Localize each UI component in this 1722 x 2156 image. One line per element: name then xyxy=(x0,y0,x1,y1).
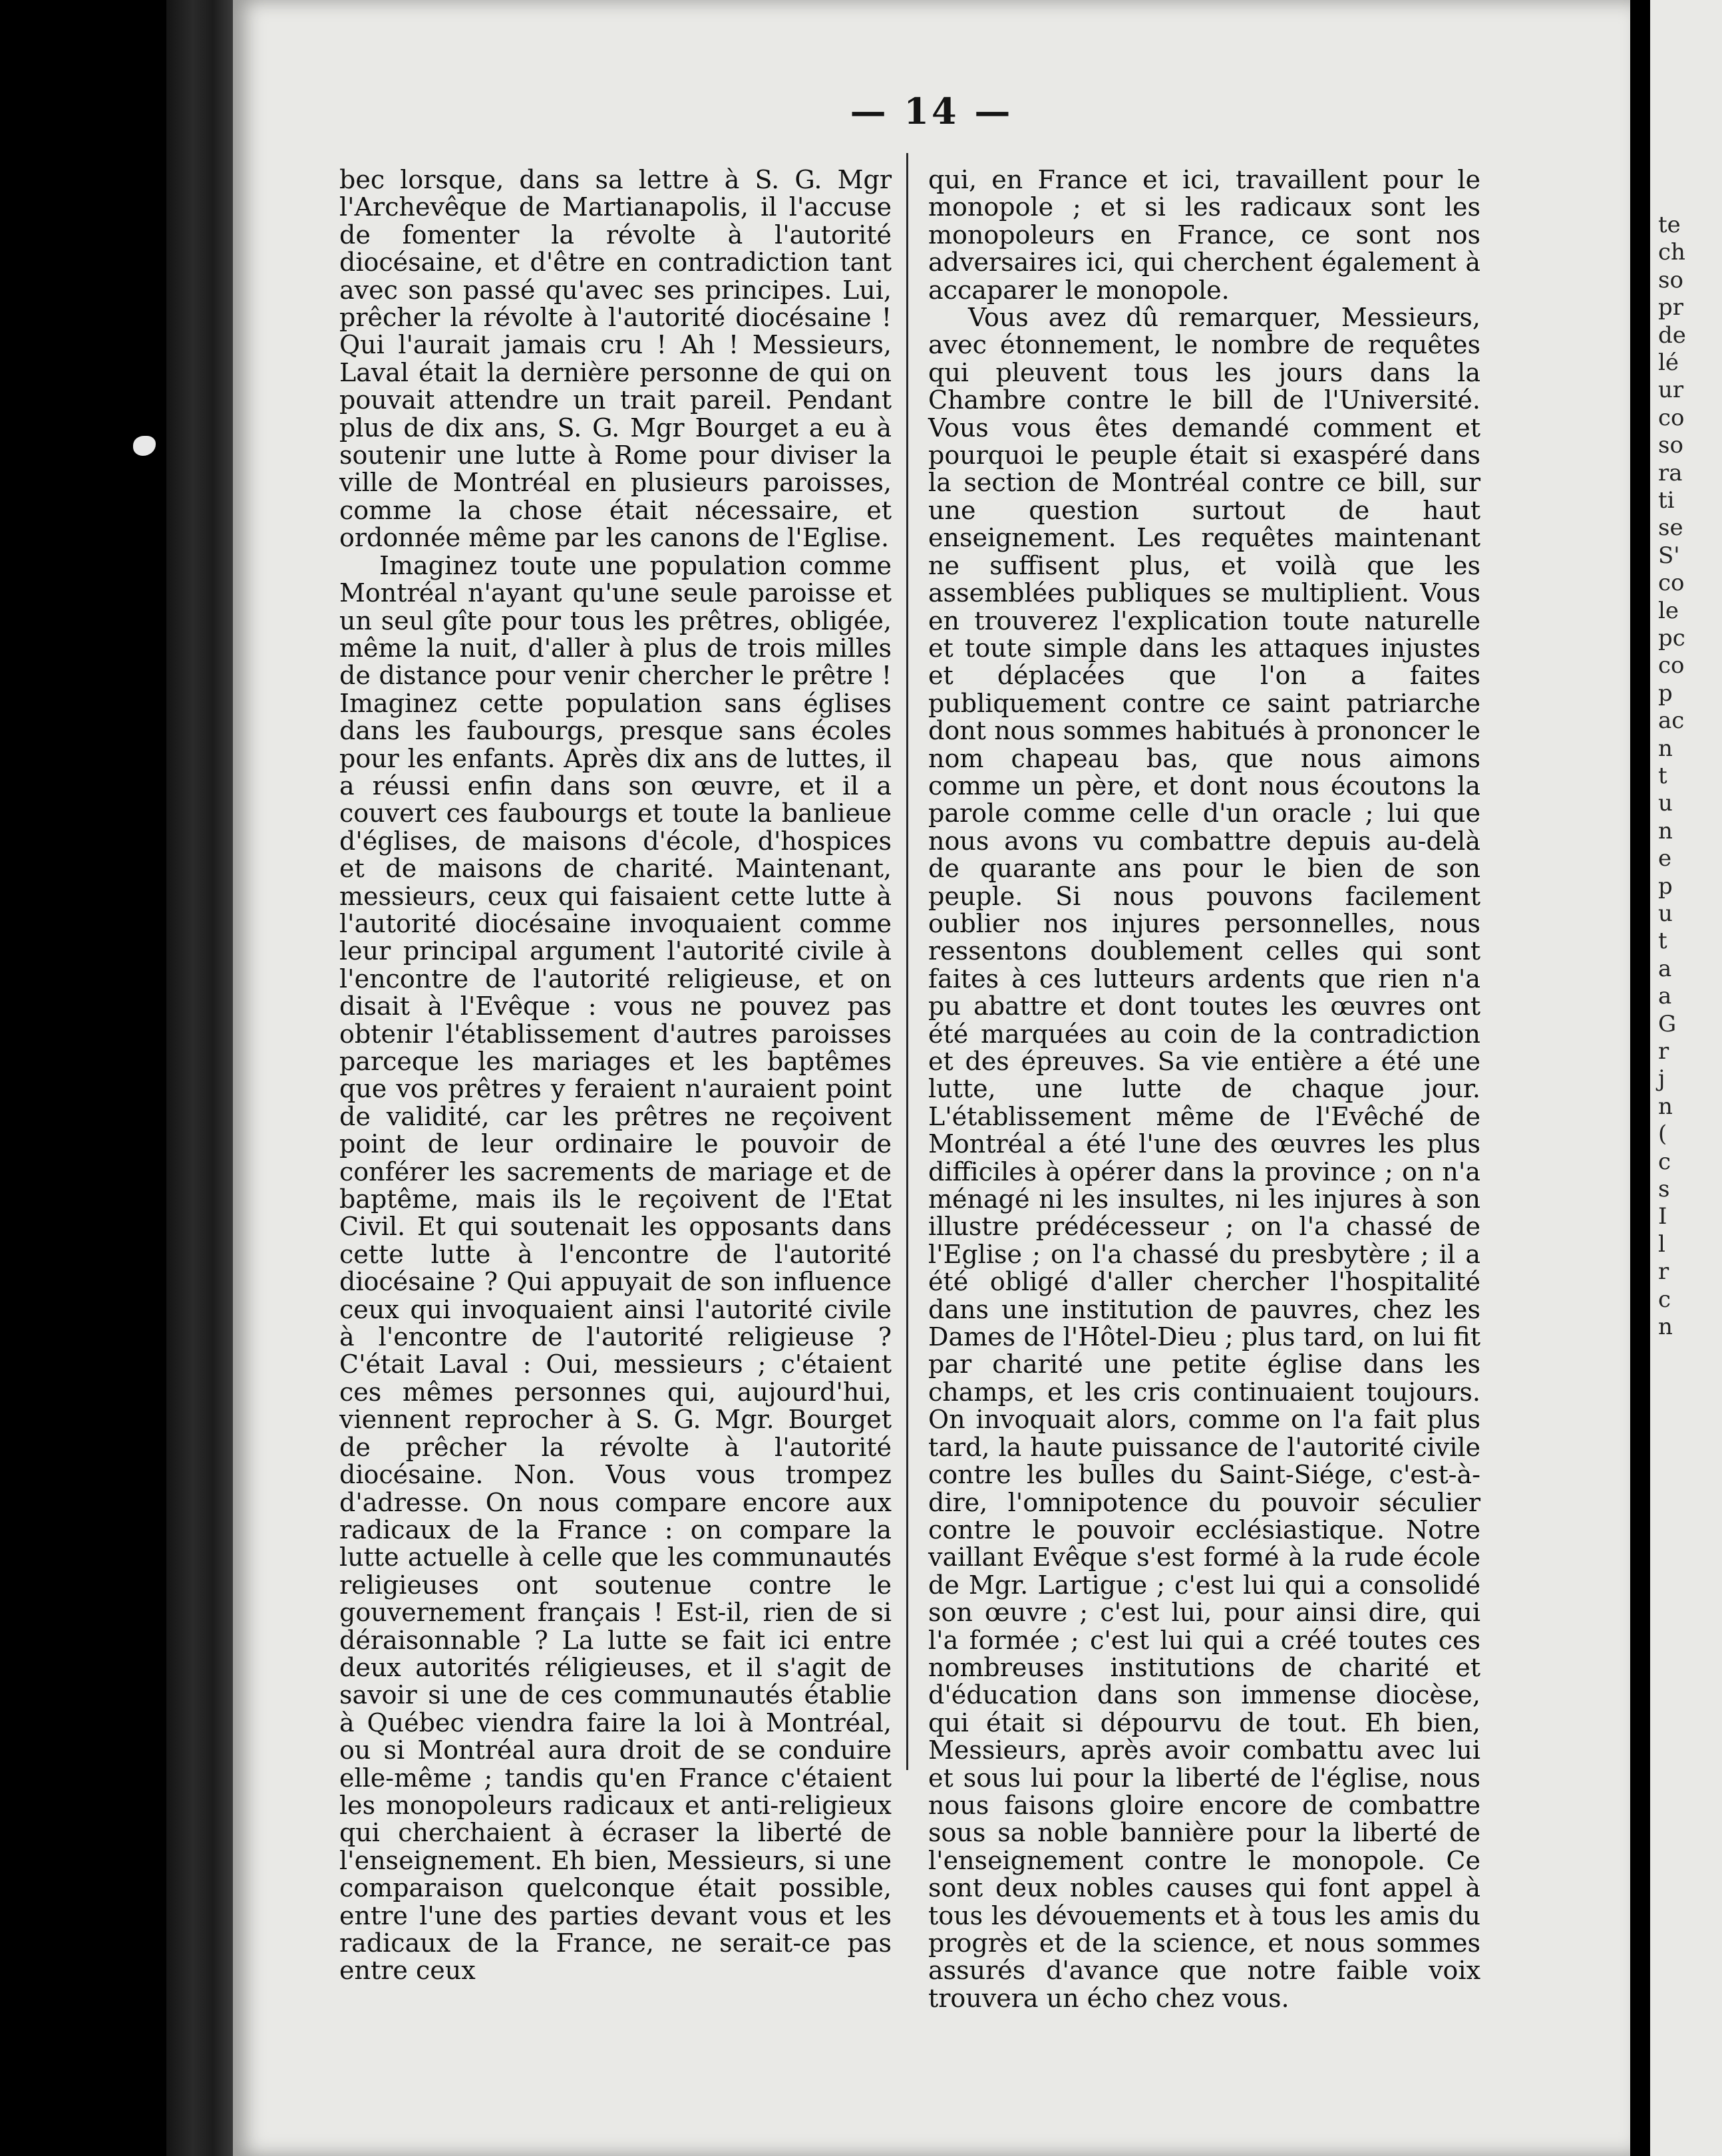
next-page-text-fragment: le xyxy=(1658,597,1679,624)
next-page-text-fragment: a xyxy=(1658,955,1672,982)
next-page-text-fragment: de xyxy=(1658,321,1686,349)
next-page-text-fragment: l xyxy=(1658,1230,1665,1258)
next-page-text-fragment: ( xyxy=(1658,1121,1667,1148)
paper-speck xyxy=(133,436,156,456)
next-page-text-fragment: e xyxy=(1658,845,1672,872)
next-page-text-fragment: se xyxy=(1658,514,1683,542)
next-page-text-fragment: co xyxy=(1658,404,1685,431)
next-page-text-fragment: u xyxy=(1658,900,1673,927)
next-page-text-fragment: S' xyxy=(1658,542,1680,569)
next-page-text-fragment: n xyxy=(1658,817,1673,844)
next-page-text-fragment: n xyxy=(1658,735,1673,762)
next-page-text-fragment: so xyxy=(1658,266,1683,293)
next-page-text-fragment: ch xyxy=(1658,239,1685,266)
book-binding-edge xyxy=(166,0,233,2156)
next-page-text-fragment: a xyxy=(1658,983,1672,1010)
left-paragraph-1: bec lorsque, dans sa lettre à S. G. Mgr l'Archevêque de Martianapolis, il l'accuse de fomenter la révolte à l'autorité diocésaine, et d'être en contradiction tant avec son passé qu'avec ses principes. Lui, prêcher la révolte à l'autorité diocésaine ! Qui l'aurait jamais cru ! Ah ! Messieurs, Laval était la dernière personne de qui on pouvait attendre un trait pareil. Pendant plus de dix ans, S. G. Mgr Bourget a eu à soutenir une lutte à Rome pour diviser la ville de Montréal en plusieurs paroisses, comme la chose était nécessaire, et ordonnée même par les canons de l'Eglise. xyxy=(339,165,892,553)
next-page-edge xyxy=(1650,0,1722,2156)
page-number: — 14 — xyxy=(850,90,1013,132)
next-page-text-fragment: co xyxy=(1658,652,1685,679)
next-page-text-fragment: n xyxy=(1658,1314,1673,1340)
right-paragraph-1: qui, en France et ici, travaillent pour le monopole ; et si les radicaux sont les monopoleurs en France, ce sont nos adversaires ici, qui cherchent également à accaparer le monopole. xyxy=(928,165,1480,305)
next-page-text-fragment: pr xyxy=(1658,294,1684,321)
next-page-text-fragment: lé xyxy=(1658,349,1679,376)
next-page-text-fragment: j xyxy=(1658,1065,1665,1093)
next-page-text-fragment: p xyxy=(1658,872,1673,900)
right-text-column xyxy=(928,166,1480,2012)
right-paragraph-2: Vous avez dû remarquer, Messieurs, avec étonnement, le nombre de requêtes qui pleuvent tous les jours dans la Chambre contre le bill de l'Université. Vous vous êtes demandé comment et pourquoi le peuple était si exaspéré dans la section de Montréal contre ce bill, sur une question surtout de haut enseignement. Les requêtes maintenant ne suffisent plus, et voilà que les assemblées publiques se multiplient. Vous en trouverez l'explication toute naturelle et toute simple dans les attaques injustes et déplacées que l'on a faites publiquement contre ce saint patriarche dont nous sommes habitués à prononcer le nom chapeau bas, que nous aimons comme un père, et dont nous écoutons la parole comme celle d'un oracle ; lui que nous avons vu combattre depuis au-delà de quarante ans pour le bien de son peuple. Si nous pouvons facilement oublier nos injures personnelles, nous ressentons doublement celles qui sont faites à ces lutteurs ardents que rien n'a pu abattre et dont toutes les œuvres ont été marquées au coin de la contradiction et des épreuves. Sa vie entière a été une lutte, une lutte de chaque jour. L'établissement même de l'Evêché de Montréal a été l'une des œuvres les plus difficiles à opérer dans la province ; on n'a ménagé ni les insultes, ni les injures à son illustre prédécesseur ; on l'a chassé de l'Eglise ; on l'a chassé du presbytère ; il a été obligé d'aller chercher l'hospitalité dans une institution de pauvres, chez les Dames de l'Hôtel-Dieu ; plus tard, on lui fit par charité une petite église dans les champs, et les cris continuaient toujours. On invoquait alors, comme on l'a fait plus tard, la haute puissance de l'autorité civile contre les bulles du Saint-Siége, c'est-à-dire, l'omnipotence du pouvoir séculier contre le pouvoir ecclésiastique. Notre vaillant Evêque s'est formé à la rude école de Mgr. Lartigue ; c'est lui qui a consolidé son œuvre ; c'est lui, pour ainsi dire, qui l'a formée ; c'est lui qui a créé toutes ces nombreuses institutions de charité et d'éducation dans son immense diocèse, qui était si dépourvu de tout. Eh bien, Messieurs, après avoir combattu avec lui et sous lui pour la liberté de l'église, nous nous faisons gloire encore de combattre sous sa noble bannière pour la liberté de l'enseignement contre le monopole. Ce sont deux nobles causes qui font appel à tous les dévouements et à tous les amis du progrès et de la science, et nous sommes assurés d'avance que notre faible voix trouvera un écho chez vous. xyxy=(928,303,1480,2013)
next-page-text-fragment: ac xyxy=(1658,707,1685,735)
document-page xyxy=(233,0,1630,2156)
next-page-text-fragment: ti xyxy=(1658,487,1675,514)
column-divider xyxy=(906,153,908,1770)
next-page-text-fragment: p xyxy=(1658,679,1673,707)
next-page-text-fragment: c xyxy=(1658,1148,1671,1175)
next-page-text-fragment: s xyxy=(1658,1176,1670,1202)
next-page-text-fragment: r xyxy=(1658,1258,1669,1286)
next-page-text-fragment: t xyxy=(1658,928,1667,955)
next-page-text-fragment: so xyxy=(1658,432,1683,459)
left-paragraph-2: Imaginez toute une population comme Montréal n'ayant qu'une seule paroisse et un seul gîte pour tous les prêtres, obligée, même la nuit, d'aller à plus de trois milles de distance pour venir chercher le prêtre ! Imaginez cette population sans églises dans les faubourgs, presque sans écoles pour les enfants. Après dix ans de luttes, il a réussi enfin dans son œuvre, et il a couvert ces faubourgs et toute la banlieue d'églises, de maisons d'école, d'hospices et de maisons de charité. Maintenant, messieurs, ceux qui faisaient cette lutte à l'autorité diocésaine invoquaient comme leur principal argument l'autorité civile à l'encontre de l'autorité religieuse, et on disait à l'Evêque : vous ne pouvez pas obtenir l'établissement d'autres paroisses parceque les mariages et les baptêmes que vos prêtres y feraient n'auraient point de validité, car les prêtres ne reçoivent point de leur ordinaire le pouvoir de conférer les sacrements de mariage et de baptême, mais ils le reçoivent de l'Etat Civil. Et qui soutenait les opposants dans cette lutte à l'encontre de l'autorité diocésaine ? Qui appuyait de son influence ceux qui invoquaient ainsi l'autorité civile à l'encontre de l'autorité religieuse ? C'était Laval : Oui, messieurs ; c'étaient ces mêmes personnes qui, aujourd'hui, viennent reprocher à S. G. Mgr. Bourget de prêcher la révolte à l'autorité diocésaine. Non. Vous vous trompez d'adresse. On nous compare encore aux radicaux de la France : on compare la lutte actuelle à celle que les communautés religieuses ont soutenue contre le gouvernement français ! Est-il, rien de si déraisonnable ? La lutte se fait ici entre deux autorités réligieuses, et il s'agit de savoir si une de ces communautés établie à Québec viendra faire la loi à Montréal, ou si Montréal aura droit de se conduire elle-même ; tandis qu'en France c'étaient les monopoleurs radicaux et anti-religieux qui cherchaient à écraser la liberté de l'enseignement. Eh bien, Messieurs, si une comparaison quelconque était possible, entre l'une des parties devant vous et les radicaux de la France, ne serait-ce pas entre ceux xyxy=(339,550,892,1986)
next-page-text-fragment: n xyxy=(1658,1093,1673,1120)
next-page-text-fragment: ra xyxy=(1658,459,1683,486)
next-page-text-fragment: G xyxy=(1658,1010,1677,1037)
next-page-text-fragment: t xyxy=(1658,763,1667,789)
next-page-text-fragment: c xyxy=(1658,1286,1671,1313)
next-page-text-fragment: ur xyxy=(1658,377,1684,404)
next-page-text-fragment: pc xyxy=(1658,625,1685,651)
next-page-text-fragment: te xyxy=(1658,212,1681,238)
next-page-text-fragment: I xyxy=(1658,1203,1667,1230)
next-page-text-fragment: co xyxy=(1658,570,1685,597)
next-page-text-fragment: r xyxy=(1658,1038,1669,1065)
next-page-text-fragment: u xyxy=(1658,790,1673,817)
left-text-column xyxy=(339,166,892,1985)
